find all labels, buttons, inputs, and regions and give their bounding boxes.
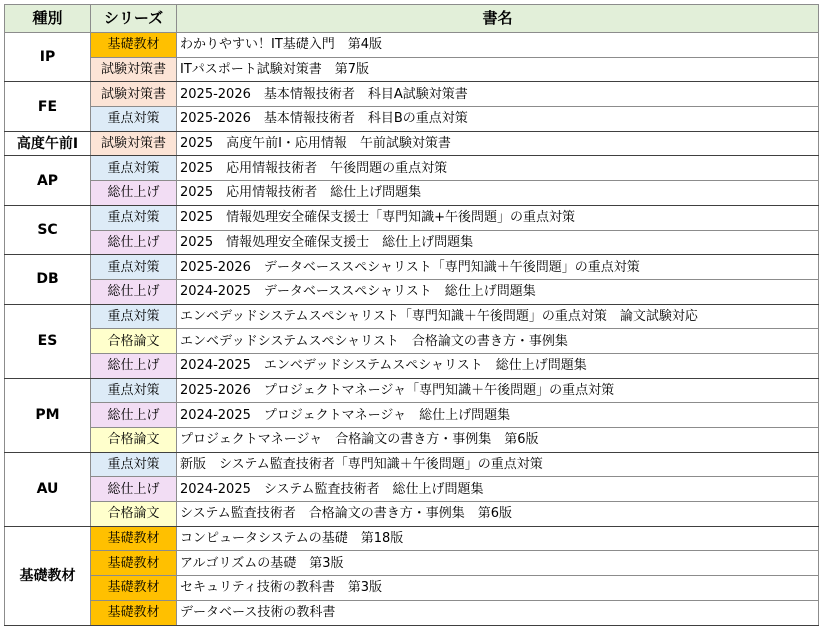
title-cell: エンベデッドシステムスペシャリスト「専門知識＋午後問題」の重点対策 論文試験対応 (177, 304, 819, 329)
table-row (5, 576, 819, 601)
title-cell: 2024-2025 システム監査技術者 総仕上げ問題集 (177, 477, 819, 502)
table-row (5, 304, 819, 329)
title-cell: 2024-2025 エンベデッドシステムスペシャリスト 総仕上げ問題集 (177, 353, 819, 378)
series-cell: 試験対策書 (91, 82, 177, 107)
header-kind: 種別 (5, 5, 91, 33)
table-row (5, 107, 819, 132)
title-cell: コンピュータシステムの基礎 第18版 (177, 526, 819, 551)
title-cell: 2025 情報処理安全確保支援士「専門知識+午後問題」の重点対策 (177, 205, 819, 230)
series-cell: 重点対策 (91, 205, 177, 230)
title-cell: 2025 高度午前Ⅰ・応用情報 午前試験対策書 (177, 131, 819, 156)
table-row (5, 82, 819, 107)
series-cell: 基礎教材 (91, 526, 177, 551)
table-row (5, 477, 819, 502)
title-cell: 2025 情報処理安全確保支援士 総仕上げ問題集 (177, 230, 819, 255)
table-row (5, 428, 819, 453)
table-row (5, 526, 819, 551)
series-cell: 重点対策 (91, 452, 177, 477)
table-row (5, 329, 819, 354)
table-row (5, 502, 819, 527)
series-cell: 総仕上げ (91, 477, 177, 502)
kind-cell: DB (5, 255, 91, 304)
title-cell: 2025 応用情報技術者 総仕上げ問題集 (177, 181, 819, 206)
title-cell: 2024-2025 データベーススペシャリスト 総仕上げ問題集 (177, 279, 819, 304)
table-row (5, 279, 819, 304)
kind-cell: SC (5, 205, 91, 254)
series-cell: 基礎教材 (91, 600, 177, 625)
series-cell: 重点対策 (91, 255, 177, 280)
kind-cell: PM (5, 378, 91, 452)
title-cell: 2024-2025 プロジェクトマネージャ 総仕上げ問題集 (177, 403, 819, 428)
title-cell: 新版 システム監査技術者「専門知識＋午後問題」の重点対策 (177, 452, 819, 477)
title-cell: 2025-2026 基本情報技術者 科目Bの重点対策 (177, 107, 819, 132)
book-list-table (4, 4, 819, 626)
series-cell: 重点対策 (91, 378, 177, 403)
title-cell: プロジェクトマネージャ 合格論文の書き方・事例集 第6版 (177, 428, 819, 453)
table-row (5, 205, 819, 230)
title-cell: 2025-2026 データベーススペシャリスト「専門知識＋午後問題」の重点対策 (177, 255, 819, 280)
series-cell: 重点対策 (91, 304, 177, 329)
series-cell: 総仕上げ (91, 230, 177, 255)
series-cell: 試験対策書 (91, 57, 177, 82)
title-cell: ITパスポート試験対策書 第7版 (177, 57, 819, 82)
header-row (5, 5, 819, 33)
title-cell: わかりやすい！IT基礎入門 第4版 (177, 33, 819, 58)
header-series: シリーズ (91, 5, 177, 33)
table-row (5, 452, 819, 477)
table-row (5, 57, 819, 82)
table-row (5, 230, 819, 255)
title-cell: セキュリティ技術の教科書 第3版 (177, 576, 819, 601)
kind-cell: IP (5, 33, 91, 82)
table-row (5, 156, 819, 181)
series-cell: 総仕上げ (91, 403, 177, 428)
table-row (5, 378, 819, 403)
table-row (5, 551, 819, 576)
series-cell: 基礎教材 (91, 576, 177, 601)
table-row (5, 33, 819, 58)
title-cell: アルゴリズムの基礎 第3版 (177, 551, 819, 576)
kind-cell: 基礎教材 (5, 526, 91, 625)
series-cell: 重点対策 (91, 107, 177, 132)
series-cell: 総仕上げ (91, 353, 177, 378)
series-cell: 重点対策 (91, 156, 177, 181)
kind-cell: AU (5, 452, 91, 526)
kind-cell: 高度午前Ⅰ (5, 131, 91, 156)
title-cell: データベース技術の教科書 (177, 600, 819, 625)
title-cell: 2025-2026 プロジェクトマネージャ「専門知識＋午後問題」の重点対策 (177, 378, 819, 403)
table-row (5, 255, 819, 280)
series-cell: 合格論文 (91, 329, 177, 354)
kind-cell: FE (5, 82, 91, 131)
series-cell: 合格論文 (91, 428, 177, 453)
series-cell: 基礎教材 (91, 551, 177, 576)
table-row (5, 131, 819, 156)
table-row (5, 353, 819, 378)
kind-cell: AP (5, 156, 91, 205)
series-cell: 合格論文 (91, 502, 177, 527)
series-cell: 試験対策書 (91, 131, 177, 156)
table-row (5, 600, 819, 625)
table-row (5, 403, 819, 428)
table-row (5, 181, 819, 206)
series-cell: 総仕上げ (91, 279, 177, 304)
title-cell: エンベデッドシステムスペシャリスト 合格論文の書き方・事例集 (177, 329, 819, 354)
title-cell: 2025 応用情報技術者 午後問題の重点対策 (177, 156, 819, 181)
title-cell: 2025-2026 基本情報技術者 科目A試験対策書 (177, 82, 819, 107)
header-title: 書名 (177, 5, 819, 33)
table-body (5, 33, 819, 626)
series-cell: 基礎教材 (91, 33, 177, 58)
kind-cell: ES (5, 304, 91, 378)
title-cell: システム監査技術者 合格論文の書き方・事例集 第6版 (177, 502, 819, 527)
series-cell: 総仕上げ (91, 181, 177, 206)
